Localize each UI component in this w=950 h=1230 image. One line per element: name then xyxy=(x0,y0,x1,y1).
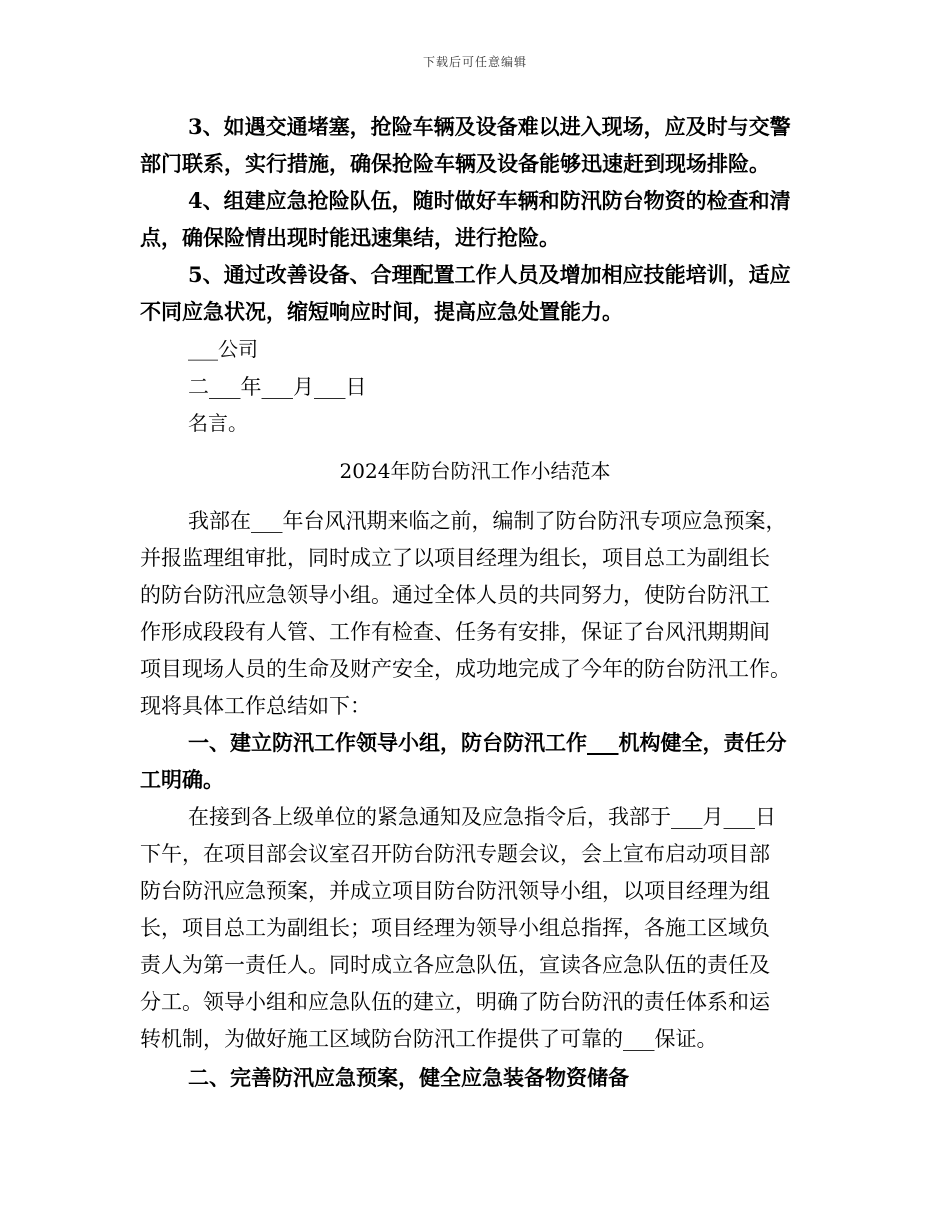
paragraph-line: 项目现场人员的生命及财产安全，成功地完成了今年的防台防汛工作。 xyxy=(140,657,791,681)
paragraph-line: 责人为第一责任人。同时成立各应急队伍，宣读各应急队伍的责任及 xyxy=(140,953,770,977)
company-line: ___公司 xyxy=(188,337,258,361)
paragraph-line: 防台防汛应急预案，并成立项目防台防汛领导小组，以项目经理为组 xyxy=(140,879,770,903)
list-item-5-cont: 不同应急状况，缩短响应时间，提高应急处置能力。 xyxy=(140,299,623,324)
motto-line: 名言。 xyxy=(188,411,248,435)
paragraph-line: 分工。领导小组和应急队伍的建立，明确了防台防汛的责任体系和运 xyxy=(140,990,770,1014)
paragraph-line: 现将具体工作总结如下： xyxy=(140,694,371,718)
paragraph-line: 的防台防汛应急领导小组。通过全体人员的共同努力，使防台防汛工 xyxy=(140,583,770,607)
heading-two: 二、完善防汛应急预案，健全应急装备物资储备 xyxy=(188,1065,629,1090)
heading-one-cont: 工明确。 xyxy=(140,767,224,792)
heading-one: 一、建立防汛工作领导小组，防台防汛工作___机构健全，责任分 xyxy=(188,730,787,755)
paragraph-line: 长，项目总工为副组长；项目经理为领导小组总指挥，各施工区域负 xyxy=(140,916,770,940)
paragraph-line: 并报监理组审批，同时成立了以项目经理为组长，项目总工为副组长 xyxy=(140,546,770,570)
paragraph-line: 在接到各上级单位的紧急通知及应急指令后，我部于___月___日 xyxy=(188,805,776,829)
paragraph-line: 作形成段段有人管、工作有检查、任务有安排，保证了台风汛期期间 xyxy=(140,620,770,644)
paragraph-line: 转机制，为做好施工区域防台防汛工作提供了可靠的___保证。 xyxy=(140,1027,718,1051)
list-item-4: 4、组建应急抢险队伍，随时做好车辆和防汛防台物资的检查和清 xyxy=(188,188,791,213)
paragraph-line: 我部在___年台风汛期来临之前，编制了防台防汛专项应急预案， xyxy=(188,509,787,533)
page-header: 下载后可任意编辑 xyxy=(422,55,527,69)
list-item-3-cont: 部门联系，实行措施，确保抢险车辆及设备能够迅速赶到现场排险。 xyxy=(140,151,770,176)
list-item-4-cont: 点，确保险情出现时能迅速集结，进行抢险。 xyxy=(140,225,560,250)
section-title: 2024年防台防汛工作小结范本 xyxy=(339,459,611,483)
list-item-5: 5、通过改善设备、合理配置工作人员及增加相应技能培训，适应 xyxy=(188,262,791,287)
paragraph-line: 下午，在项目部会议室召开防台防汛专题会议，会上宣布启动项目部 xyxy=(140,842,770,866)
date-line: 二___年___月___日 xyxy=(188,375,367,399)
list-item-3: 3、如遇交通堵塞，抢险车辆及设备难以进入现场，应及时与交警 xyxy=(188,114,791,139)
